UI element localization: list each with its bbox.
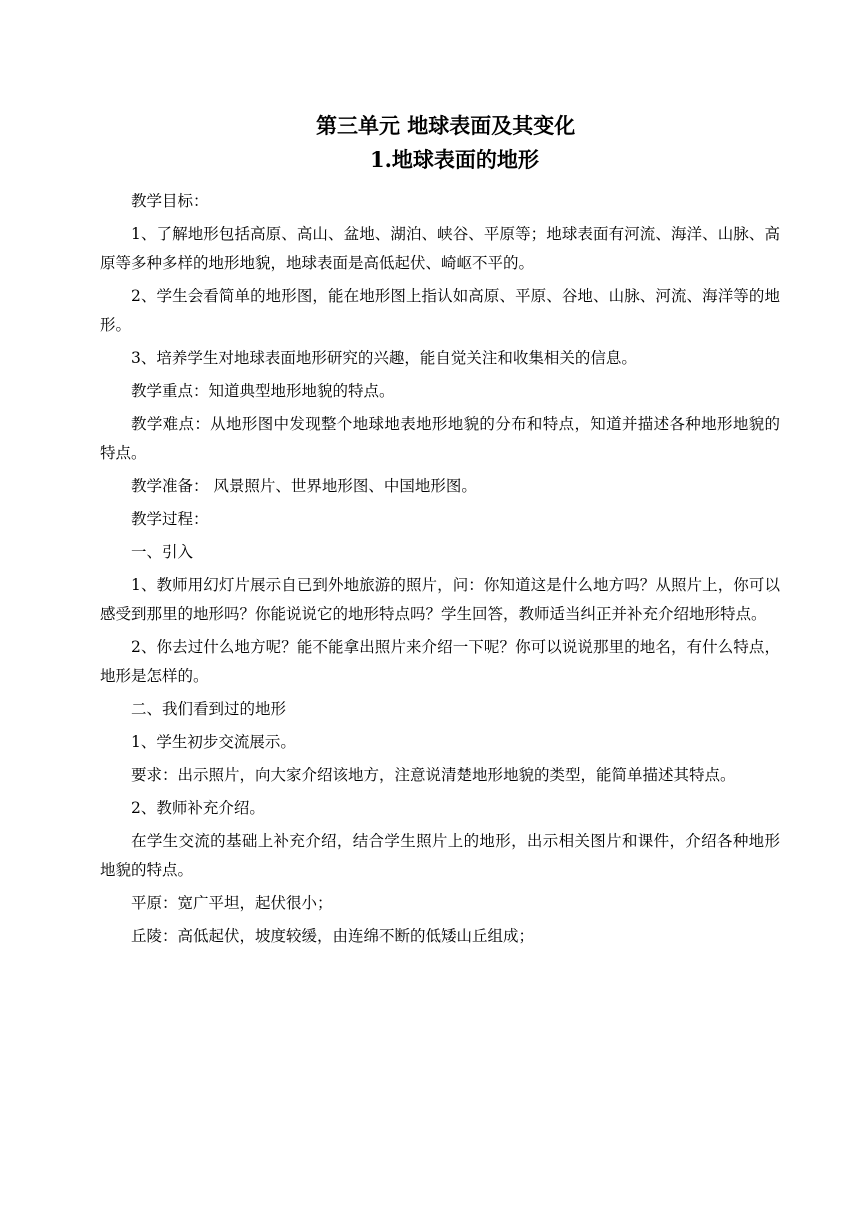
unit-title-text: 第三单元 地球表面及其变化 xyxy=(316,113,576,138)
paragraph-plain: 平原：宽广平坦，起伏很小； xyxy=(131,894,333,912)
paragraph-difficulty: 教学难点：从地形图中发现整个地球地表地形地貌的分布和特点，知道并描述各种地形地貌的特点。 xyxy=(100,415,780,462)
paragraph-hills: 丘陵：高低起伏，坡度较缓，由连绵不断的低矮山丘组成； xyxy=(131,927,535,945)
paragraph-requirement: 要求：出示照片，向大家介绍该地方，注意说清楚地形地貌的类型，能简单描述其特点。 xyxy=(131,766,736,784)
paragraph-key-point: 教学重点：知道典型地形地貌的特点。 xyxy=(131,382,395,400)
paragraph-intro-step-1: 1、教师用幻灯片展示自已到外地旅游的照片，问：你知道这是什么地方吗？从照片上，你可以感受到那里的地形吗？你能说说它的地形特点吗？学生回答，教师适当纠正并补充介绍地形特点。 xyxy=(100,576,780,623)
paragraph-process-heading: 教学过程： xyxy=(131,510,209,528)
paragraph-section-intro: 一、引入 xyxy=(131,543,194,561)
paragraph-preparation: 教学准备： 风景照片、世界地形图、中国地形图。 xyxy=(131,477,477,495)
paragraph-goal-3: 3、培养学生对地球表面地形研究的兴趣，能自觉关注和收集相关的信息。 xyxy=(131,349,637,367)
paragraph-goal-1: 1、了解地形包括高原、高山、盆地、湖泊、峡谷、平原等；地球表面有河流、海洋、山脉、高原等多种多样的地形地貌，地球表面是高低起伏、崎岖不平的。 xyxy=(100,225,780,272)
lesson-title-text: 1.地球表面的地形 xyxy=(370,147,539,172)
lesson-body xyxy=(100,187,780,951)
paragraph-supplement: 在学生交流的基础上补充介绍，结合学生照片上的地形，出示相关图片和课件，介绍各种地形地貌的特点。 xyxy=(100,832,780,879)
paragraph-landforms-step-1: 1、学生初步交流展示。 xyxy=(131,733,296,751)
paragraph-landforms-step-2: 2、教师补充介绍。 xyxy=(131,799,265,817)
paragraph-teaching-goals-heading: 教学目标： xyxy=(131,192,209,210)
paragraph-section-landforms: 二、我们看到过的地形 xyxy=(131,700,287,718)
paragraph-goal-2: 2、学生会看简单的地形图，能在地形图上指认如高原、平原、谷地、山脉、河流、海洋等的地形。 xyxy=(100,287,780,334)
paragraph-intro-step-2: 2、你去过什么地方呢？能不能拿出照片来介绍一下呢？你可以说说那里的地名，有什么特点，地形是怎样的。 xyxy=(100,638,780,685)
